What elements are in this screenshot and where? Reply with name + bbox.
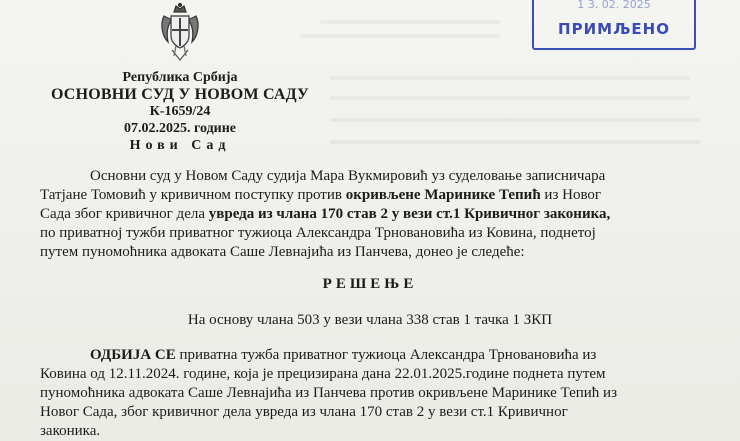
decision-title: РЕШЕЊЕ [322,276,418,292]
case-number: К-1659/24 [149,104,211,119]
ruling-line: Ковина од 12.11.2024. године, која је прецизирана дана 22.01.2025.године поднета путем [40,366,606,382]
intro-line: Основни суд у Новом Саду судија Мара Вукмировић уз суделовање записничара [90,168,606,184]
intro-line: путем пуномоћника адвоката Саше Левнајића из Панчева, донео је следеће: [40,244,525,260]
received-stamp [532,0,696,50]
stamp-text: ПРИМЉЕНО [558,20,670,38]
document-place: Нови Сад [129,138,231,153]
stamp-date: 1 3. 02. 2025 [577,0,651,11]
bleed-through [330,118,700,122]
legal-basis: На основу члана 503 у вези члана 338 став 1 тачка 1 ЗКП [187,312,553,328]
ruling-text: приватна тужба приватног тужиоца Александра Трновановића из [175,347,597,363]
ruling-line: законика. [40,423,101,439]
coat-of-arms-icon [158,2,202,66]
bleed-through [330,96,690,100]
document-date: 07.02.2025. године [123,121,237,136]
bleed-through [330,140,700,144]
ruling-line [40,346,674,365]
ruling-verdict: ОДБИЈА СЕ [90,347,176,363]
header-republic: Република Србија [122,70,238,85]
header-court-name: ОСНОВНИ СУД У НОВОМ САДУ [50,86,310,103]
intro-text: Сада због кривичног дела [40,206,209,222]
ruling-line: пуномоћника адвоката Саше Левнајића из Панчева против окривљене Маринике Тепић из [40,385,618,401]
bleed-through [320,20,500,24]
ruling-line: Новог Сада, због кривичног дела увреда из члана 170 став 2 у вези ст.1 Кривичног [40,404,568,420]
intro-line [40,186,674,205]
intro-text: из Новог [540,187,602,203]
offense-description: увреда из члана 170 став 2 у вези ст.1 Кривичног законика, [208,206,611,222]
intro-line [40,205,674,224]
defendant-name: окривљене Маринике Тепић [345,187,541,203]
intro-line: по приватној тужби приватног тужиоца Александра Трновановића из Ковина, поднетој [40,225,596,241]
ruling-paragraph [40,346,674,441]
bleed-through [330,76,690,80]
intro-text: Татјане Томовић у кривичном поступку против [40,187,346,203]
bleed-through [300,34,500,38]
intro-paragraph [40,167,674,262]
